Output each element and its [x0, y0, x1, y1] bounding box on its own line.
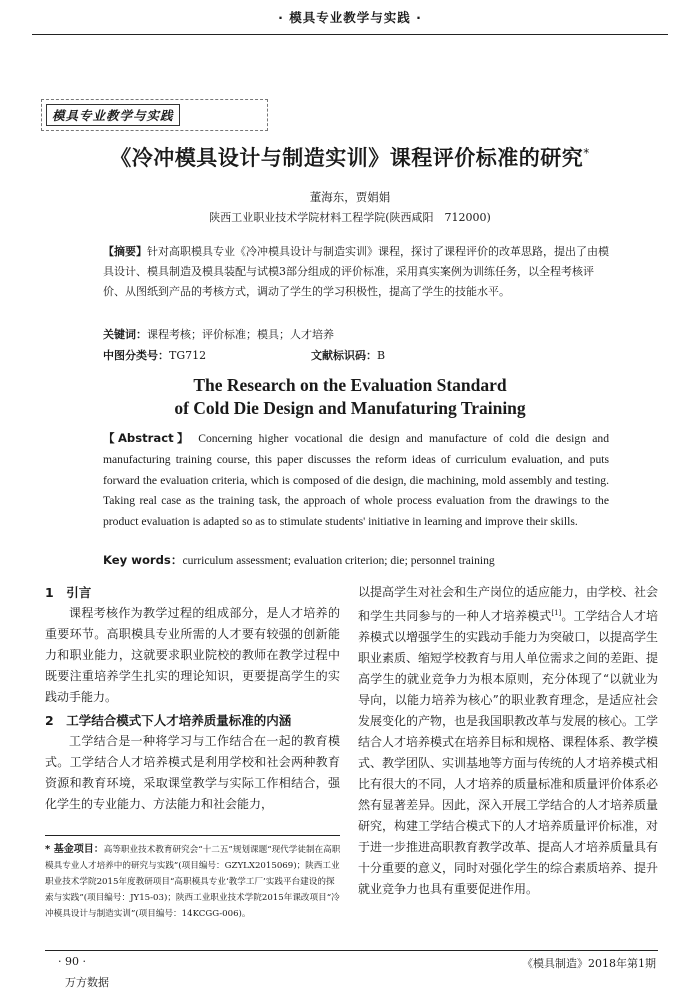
header-rule [32, 34, 668, 35]
abstract-cn-text: 针对高职模具专业《冷冲模具设计与制造实训》课程，探讨了课程评价的改革思路，提出了由模具设计、模具制造及模具装配与试模3部分组成的评价标准，采用真实案例为训练任务，以全程考核评价、从图纸到产品的考核方式，调动了学生的学习积极性，提高了学生的技能水平。 [103, 245, 609, 298]
watermark: 万方数据 [65, 976, 109, 989]
section-1-heading: 1 引言 [45, 585, 92, 600]
footnote [45, 842, 343, 922]
authors: 董海东，贾娟娟 [309, 190, 391, 204]
keywords-en-text: curriculum assessment; evaluation criterion; die; personnel training [182, 554, 495, 567]
title-cn-text: 《冷冲模具设计与制造实训》课程评价标准的研究 [110, 146, 584, 170]
abstract-en-text: Concerning higher vocational die design and manufacture of cold die design and manufacturing training course, this paper discusses the reform ideas of curriculum evaluation, and puts forward the evaluation criteria, which is composed of die design, die machining, mold assembly and testing. Taking real case as the training task, the approach of whole process evaluation from the drawings to the product evaluation is adapted so as to stimulate students' initiative in learning and improve their skills. [103, 432, 609, 529]
right-text-part2: 。工学结合人才培养模式以增强学生的实践动手能力为突破口，以提高学生职业素质、缩短学校教育与用人单位需求之间的差距、提高学生的就业竞争力为根本原则，充分体现了“以就业为导向，以能力培养为核心”的职业教育理念，是适应社会发展变化的产物，也是我国职教改革与发展的核心。工学结合人才培养模式在培养目标和规格、课程体系、教学模式、教学团队、实训基地等方面与传统的人才培养模式相比有很大的不同，人才培养的质量标准和质量评价体系必然有显著差异。因此，深入开展工学结合的人才培养质量研究，构建工学结合模式下的人才培养质量评价标准，对于进一步推进高职教育教学改革、提高人才培养质量具有十分重要的意义，同时对强化学生的综合素质培养、提升就业竞争力也具有重要促进作用。 [358, 609, 659, 896]
keywords-cn-label: 关键词： [103, 328, 147, 341]
doc-code-label: 文献标识码： [311, 349, 377, 362]
footnote-text: 高等职业技术教育研究会“十二五”规划课题“现代学徒制在高职模具专业人才培养中的研究与实践”(项目编号：GZYLX2015069)；陕西工业职业技术学院2015年度教研项目“高职模具专业‘教学工厂’实践平台建设的探索与实践”(项目编号：JY15-03)；陕西工业职业技术学院2015年课改项目“冷冲模具设计与制造实训”(项目编号：14KCGG-006)。 [45, 845, 341, 919]
journal-citation: 《模具制造》2018年第1期 [522, 957, 656, 970]
title-footnote-mark: * [583, 146, 590, 160]
footnote-label: * 基金项目： [45, 844, 104, 855]
abstract-cn-label: 【摘要】 [103, 245, 147, 258]
abstract-en-label: 【Abstract】 [103, 431, 192, 445]
classification-line [103, 347, 613, 363]
doc-code [311, 347, 385, 363]
body-right-column [358, 582, 658, 900]
running-header: · 模具专业教学与实践 · [278, 10, 422, 25]
body-left-column [45, 582, 340, 815]
right-text-part1: 以提高学生对社会和生产岗位的适应能力，由学校、社会和学生共同参与的一种人才培养模式 [358, 585, 659, 623]
citation-1: [1] [551, 609, 562, 617]
keywords-cn [103, 326, 334, 342]
clc-label: 中图分类号： [103, 349, 169, 362]
footnote-rule [45, 835, 340, 836]
section-2-paragraph: 工学结合是一种将学习与工作结合在一起的教育模式。工学结合人才培养模式是利用学校和社会两种教育资源和教育环境，采取课堂教学与实际工作相结合，强化学生的专业能力、方法能力和社会能力， [45, 734, 340, 811]
footer-rule [45, 950, 658, 951]
affiliation: 陕西工业职业技术学院材料工程学院(陕西咸阳 712000) [209, 211, 491, 224]
section-2-continued [358, 582, 658, 900]
page-number: · 90 · [58, 955, 86, 968]
keywords-cn-text: 课程考核；评价标准；模具；人才培养 [147, 328, 334, 341]
abstract-en [103, 428, 609, 533]
section-label: 模具专业教学与实践 [46, 104, 180, 126]
section-2-heading: 2 工学结合模式下人才培养质量标准的内涵 [45, 713, 292, 728]
article-title-en [0, 374, 700, 420]
keywords-en [103, 552, 609, 568]
article-title-cn [0, 142, 700, 172]
title-en-line2: of Cold Die Design and Manufaturing Training [174, 398, 526, 418]
title-en-line1: The Research on the Evaluation Standard [193, 375, 507, 395]
section-1-paragraph: 课程考核作为教学过程的组成部分，是人才培养的重要环节。高职模具专业所需的人才要有较强的创新能力和职业能力，这就要求职业院校的教师在教学过程中既要注重培养学生扎实的理论知识，更要提高学生的实践动手能力。 [45, 606, 340, 704]
clc-value: TG712 [169, 349, 207, 362]
doc-code-value: B [377, 349, 386, 362]
abstract-cn [103, 242, 613, 302]
keywords-en-label: Key words： [103, 553, 183, 567]
